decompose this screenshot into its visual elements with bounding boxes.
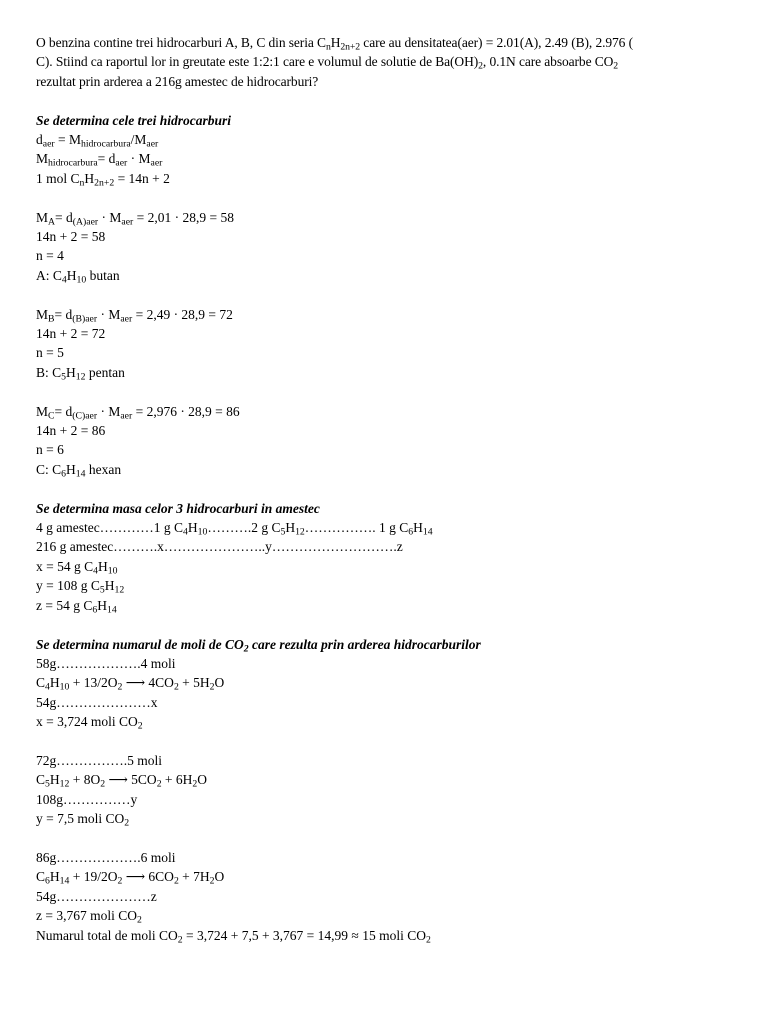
- text: ⟶ 6CO: [122, 869, 174, 885]
- text: d: [36, 132, 43, 148]
- text: x = 54 g C: [36, 558, 94, 574]
- subscript: 2: [137, 914, 142, 926]
- subscript: 2: [124, 817, 130, 829]
- mass-y: [36, 576, 736, 595]
- subscript: 14: [75, 468, 86, 480]
- text: Numarul total de moli CO: [36, 927, 178, 943]
- subscript: 6: [408, 526, 414, 538]
- formula-molar-mass: [36, 149, 736, 168]
- block-2-reaction: [36, 770, 736, 789]
- text: C). Stiind ca raportul lor in greutate este 1:2:1 care e volumul de solutie de Ba(OH): [36, 54, 479, 70]
- subscript: 2: [478, 60, 483, 72]
- text: = M: [54, 132, 81, 148]
- subscript: aer: [150, 157, 163, 169]
- subscript: 2: [177, 933, 183, 945]
- text: H: [104, 578, 115, 594]
- section-1-heading: Se determina cele trei hidrocarburi: [36, 112, 231, 128]
- text: H: [49, 869, 60, 885]
- text: H: [84, 170, 95, 186]
- text: B: C: [36, 364, 62, 380]
- text: = 3,724 + 7,5 + 3,767 = 14,99 ≈ 15 moli CO: [182, 927, 426, 943]
- text: M: [36, 306, 49, 322]
- block-1-result: [36, 712, 736, 731]
- text: butan: [86, 267, 120, 283]
- text: C: [36, 772, 46, 788]
- subscript: 14: [106, 604, 117, 616]
- subscript: 2: [100, 778, 106, 790]
- text: x = 3,724 moli CO: [36, 714, 138, 730]
- n-value-a: n = 4: [36, 248, 64, 264]
- n-value-b: n = 5: [36, 345, 64, 361]
- text: + 5H: [178, 675, 210, 691]
- block-2-bottom: 108g……………y: [36, 791, 138, 807]
- subscript: 2: [173, 681, 179, 693]
- subscript: aer: [42, 138, 55, 150]
- equation-a: 14n + 2 = 58: [36, 229, 106, 245]
- subscript: 10: [197, 526, 208, 538]
- text: = d: [54, 403, 73, 419]
- text: /M: [130, 132, 147, 148]
- text: · M: [97, 403, 121, 419]
- text: H: [49, 772, 60, 788]
- subscript: 12: [75, 371, 86, 383]
- text: + 13/2O: [69, 675, 118, 691]
- subscript: 2n+2: [340, 41, 361, 53]
- section-3-heading: [36, 635, 736, 654]
- subscript: aer: [121, 216, 134, 228]
- block-1-top: 58g……………….4 moli: [36, 655, 176, 671]
- text: H: [187, 520, 198, 536]
- mass-z: [36, 596, 736, 615]
- text: H: [285, 520, 296, 536]
- text: ……….2 g C: [207, 520, 281, 536]
- subscript: A: [48, 216, 56, 228]
- text: = d: [55, 209, 73, 225]
- block-1-reaction: [36, 673, 736, 692]
- text: · M: [98, 209, 122, 225]
- text: C: [36, 675, 46, 691]
- text: O benzina contine trei hidrocarburi A, B, C din seria C: [36, 35, 326, 50]
- subscript: 5: [61, 371, 66, 383]
- text: · M: [127, 151, 151, 167]
- mass-b: [36, 305, 736, 324]
- subscript: (C)aer: [72, 410, 98, 422]
- text: A: C: [36, 267, 62, 283]
- mass-a: [36, 208, 736, 227]
- text: H: [97, 597, 107, 613]
- text: y = 108 g C: [36, 578, 100, 594]
- block-3-reaction: [36, 867, 736, 886]
- block-3-bottom: 54g…………………z: [36, 888, 157, 904]
- text: ⟶ 4CO: [122, 675, 174, 691]
- subscript: 2: [209, 681, 215, 693]
- subscript: aer: [120, 313, 133, 325]
- text: C: C: [36, 461, 62, 477]
- text: 1 mol C: [36, 170, 80, 186]
- document-page: [36, 33, 736, 945]
- total-moles: [36, 926, 736, 945]
- text: H: [413, 520, 423, 536]
- subscript: 2: [192, 778, 198, 790]
- text: care rezulta prin arderea hidrocarburilor: [248, 636, 481, 652]
- text: H: [66, 364, 76, 380]
- subscript: aer: [115, 157, 128, 169]
- subscript: 10: [107, 565, 118, 577]
- text: = 2,01 · 28,9 = 58: [133, 209, 235, 225]
- result-a: [36, 266, 736, 285]
- problem-line-3: rezultat prin arderea a 216g amestec de hidrocarburi?: [36, 73, 319, 89]
- subscript: n: [325, 41, 331, 53]
- text: H: [49, 675, 60, 691]
- subscript: 5: [280, 526, 286, 538]
- formula-general-mol: [36, 169, 736, 188]
- subscript: 4: [93, 565, 98, 577]
- subscript: hidrocarbura: [48, 157, 98, 169]
- subscript: hidrocarbura: [81, 138, 131, 150]
- problem-line-1: [36, 33, 736, 52]
- text: = d: [54, 306, 73, 322]
- text: , 0.1N care absoarbe CO: [482, 54, 614, 70]
- equation-b: 14n + 2 = 72: [36, 326, 106, 342]
- subscript: aer: [120, 410, 133, 422]
- subscript: 2: [137, 720, 143, 732]
- text: H: [97, 558, 108, 574]
- mass-c: [36, 402, 736, 421]
- block-3-result: [36, 906, 736, 925]
- subscript: 2: [209, 875, 215, 887]
- subscript: 14: [422, 526, 433, 538]
- text: z = 54 g C: [36, 597, 93, 613]
- text: + 8O: [69, 772, 101, 788]
- subscript: 12: [59, 778, 70, 790]
- text: + 19/2O: [69, 869, 118, 885]
- subscript: aer: [146, 138, 159, 150]
- text: + 7H: [178, 869, 210, 885]
- subscript: 2: [613, 60, 619, 72]
- text: 4 g amestec…………1 g C: [36, 520, 183, 536]
- text: = 2,49 · 28,9 = 72: [132, 306, 233, 322]
- subscript: 10: [59, 681, 70, 693]
- equation-c: 14n + 2 = 86: [36, 423, 106, 439]
- subscript: B: [48, 313, 55, 325]
- text: y = 7,5 moli CO: [36, 811, 125, 827]
- subscript: n: [79, 177, 85, 189]
- subscript: 2: [156, 778, 162, 790]
- text: C: [36, 869, 46, 885]
- subscript: 5: [45, 778, 50, 790]
- result-b: [36, 363, 736, 382]
- text: z = 3,767 moli CO: [36, 908, 137, 924]
- subscript: 2: [117, 875, 123, 887]
- text: M: [36, 151, 49, 167]
- text: ⟶ 5CO: [105, 772, 157, 788]
- block-3-top: 86g……………….6 moli: [36, 849, 176, 865]
- subscript: 2n+2: [94, 177, 115, 189]
- section-2-heading: Se determina masa celor 3 hidrocarburi in amestec: [36, 500, 320, 516]
- text: ……………. 1 g C: [304, 520, 409, 536]
- text: M: [36, 209, 49, 225]
- text: · M: [97, 306, 121, 322]
- subscript: 6: [92, 604, 98, 616]
- text: O: [214, 675, 225, 691]
- problem-statement: [36, 33, 736, 91]
- subscript: 2: [425, 933, 431, 945]
- text: O: [214, 869, 225, 885]
- text: H: [66, 267, 77, 283]
- text: H: [330, 35, 341, 50]
- subscript: 10: [76, 274, 87, 286]
- subscript: (B)aer: [72, 313, 98, 325]
- text: care au densitatea(aer) = 2.01(A), 2.49 (B), 2.976 (: [360, 35, 633, 50]
- formula-density: [36, 130, 736, 149]
- text: + 6H: [161, 772, 193, 788]
- subscript: (A)aer: [72, 216, 99, 228]
- subscript: 2: [243, 642, 249, 654]
- subscript: 4: [182, 526, 188, 538]
- subscript: 4: [45, 681, 50, 693]
- text: hexan: [85, 461, 122, 477]
- block-2-result: [36, 809, 736, 828]
- mass-x: [36, 557, 736, 576]
- subscript: C: [48, 410, 55, 422]
- subscript: 6: [45, 875, 50, 887]
- text: = 14n + 2: [114, 170, 170, 186]
- text: pentan: [85, 364, 125, 380]
- text: Se determina numarul de moli de CO: [36, 636, 244, 652]
- subscript: 6: [61, 468, 66, 480]
- subscript: 5: [99, 584, 105, 596]
- text: H: [66, 461, 76, 477]
- subscript: 2: [117, 681, 123, 693]
- subscript: 14: [59, 875, 70, 887]
- subscript: 2: [173, 875, 179, 887]
- n-value-c: n = 6: [36, 442, 64, 458]
- text: M: [36, 403, 49, 419]
- text: O: [197, 772, 208, 788]
- ratio-row-1: [36, 518, 736, 537]
- block-2-top: 72g…………….5 moli: [36, 752, 163, 768]
- problem-line-2: [36, 52, 736, 71]
- subscript: 12: [295, 526, 305, 538]
- result-c: [36, 460, 736, 479]
- block-1-bottom: 54g…………………x: [36, 694, 158, 710]
- subscript: 4: [61, 274, 67, 286]
- ratio-row-2: 216 g amestec……….x…………………..y……………………….z: [36, 539, 403, 555]
- subscript: 12: [114, 584, 125, 596]
- text: = 2,976 · 28,9 = 86: [132, 403, 240, 419]
- text: = d: [97, 151, 116, 167]
